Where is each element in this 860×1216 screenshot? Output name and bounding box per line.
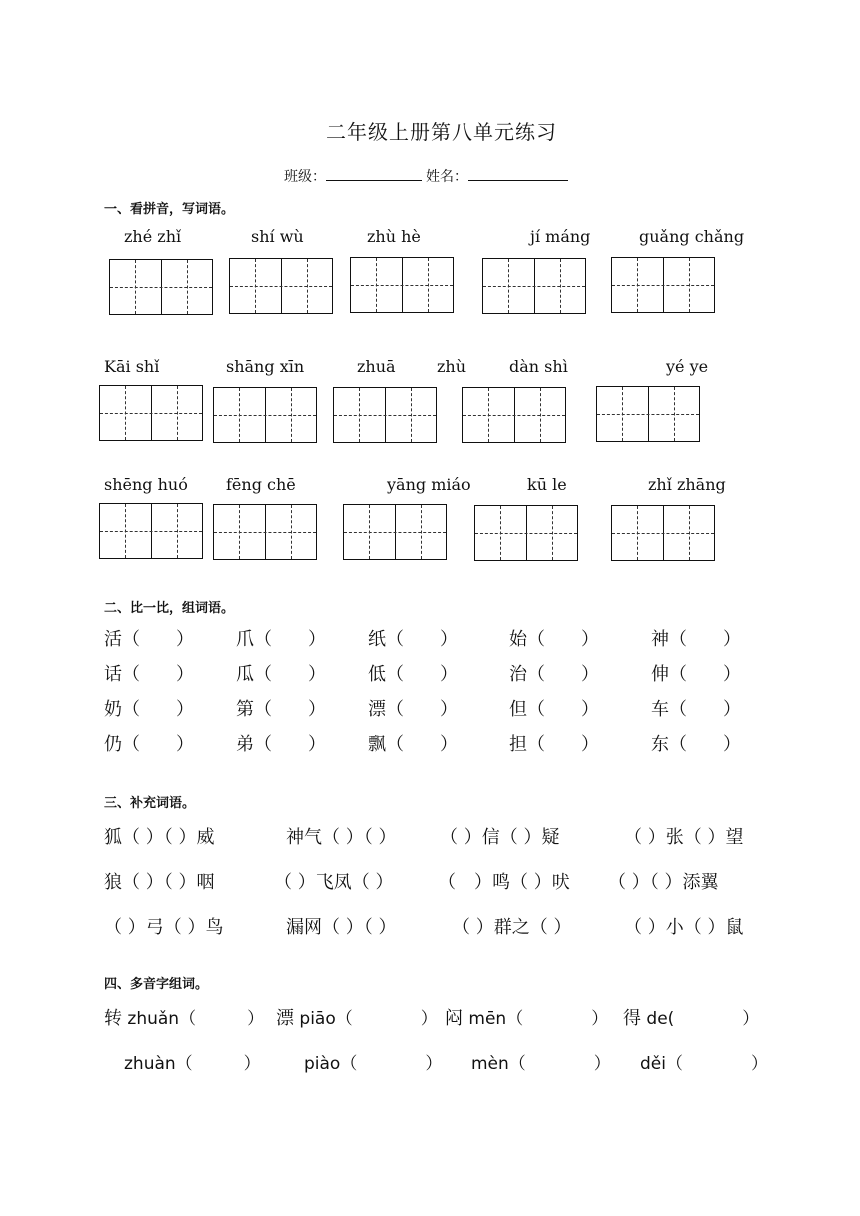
compare-item: 纸（ ） <box>368 629 458 650</box>
pinyin-label: zhǐ zhāng <box>648 475 726 494</box>
tianzige-box[interactable] <box>213 504 317 560</box>
section-1-heading: 一、看拼音，写词语。 <box>104 202 235 217</box>
polyphonic-item <box>471 1049 611 1074</box>
pinyin-label: fēng chē <box>226 475 296 494</box>
pinyin-label: kū le <box>527 475 567 494</box>
compare-item: 始（ ） <box>509 629 599 650</box>
pinyin-label: zhé zhǐ <box>124 227 182 246</box>
poly-pinyin: de( <box>646 1009 675 1029</box>
compare-item: 但（ ） <box>509 699 599 720</box>
section-4-heading: 四、多音字组词。 <box>104 977 209 992</box>
poly-blank[interactable]: （ ） <box>508 1054 611 1074</box>
tianzige-box[interactable] <box>596 386 700 442</box>
idiom-item: 漏网（ ）（ ） <box>286 917 397 938</box>
compare-item: 瓜（ ） <box>236 664 326 685</box>
tianzige-box[interactable] <box>333 387 437 443</box>
poly-pinyin: děi <box>640 1054 666 1074</box>
compare-item: 低（ ） <box>368 664 458 685</box>
compare-item: 飘（ ） <box>368 734 458 755</box>
pinyin-label: zhù <box>437 357 467 376</box>
idiom-item: （ ）群之（ ） <box>452 917 572 938</box>
pinyin-label: yāng miáo <box>387 475 471 494</box>
poly-char: 转 <box>104 1008 122 1029</box>
tianzige-box[interactable] <box>611 505 715 561</box>
section-3-heading: 三、补充词语。 <box>104 796 196 811</box>
poly-blank[interactable]: （ ） <box>340 1054 443 1074</box>
polyphonic-item <box>640 1049 768 1074</box>
idiom-item: （ ）张（ ）望 <box>624 827 744 848</box>
tianzige-box[interactable] <box>343 504 447 560</box>
idiom-item: （ ）鸣（ ）吠 <box>438 872 570 893</box>
tianzige-box[interactable] <box>462 387 566 443</box>
tianzige-box[interactable] <box>350 257 454 313</box>
poly-blank[interactable]: （ ） <box>335 1009 438 1029</box>
compare-item: 担（ ） <box>509 734 599 755</box>
tianzige-box[interactable] <box>482 258 586 314</box>
compare-item: 治（ ） <box>509 664 599 685</box>
compare-item: 话（ ） <box>104 664 194 685</box>
compare-item: 车（ ） <box>651 699 741 720</box>
poly-char: 闷 <box>445 1008 463 1029</box>
tianzige-box[interactable] <box>611 257 715 313</box>
poly-char: 漂 <box>276 1008 294 1029</box>
name-label: 姓名： <box>426 169 468 185</box>
pinyin-label: shēng huó <box>104 475 188 494</box>
student-info-line <box>284 166 572 186</box>
idiom-item: （ ）弓（ ）鸟 <box>104 917 224 938</box>
polyphonic-item <box>445 1004 608 1030</box>
pinyin-label: shāng xīn <box>226 357 305 376</box>
compare-item: 弟（ ） <box>236 734 326 755</box>
idiom-item: 神气（ ）（ ） <box>286 827 397 848</box>
poly-blank[interactable]: （ ） <box>506 1009 609 1029</box>
pinyin-label: zhù hè <box>367 227 421 246</box>
compare-item: 奶（ ） <box>104 699 194 720</box>
compare-item: 神（ ） <box>651 629 741 650</box>
pinyin-label: shí wù <box>251 227 304 246</box>
tianzige-box[interactable] <box>109 259 213 315</box>
class-blank[interactable] <box>326 166 422 181</box>
idiom-item: （ ）（ ）添翼 <box>608 872 719 893</box>
polyphonic-item <box>104 1004 264 1030</box>
tianzige-box[interactable] <box>213 387 317 443</box>
polyphonic-item <box>276 1004 438 1030</box>
poly-pinyin: mēn <box>468 1009 507 1029</box>
tianzige-box[interactable] <box>229 258 333 314</box>
pinyin-label: zhuā <box>357 357 396 376</box>
compare-item: 活（ ） <box>104 629 194 650</box>
poly-char: 得 <box>623 1008 641 1029</box>
class-label: 班级： <box>284 169 326 185</box>
polyphonic-item <box>623 1004 759 1030</box>
poly-blank[interactable]: （ ） <box>175 1054 261 1074</box>
idiom-item: 狐（ ）（ ）威 <box>104 827 215 848</box>
compare-item: 爪（ ） <box>236 629 326 650</box>
poly-pinyin: zhuàn <box>124 1054 176 1074</box>
poly-blank[interactable]: （ ） <box>665 1054 768 1074</box>
compare-item: 伸（ ） <box>651 664 741 685</box>
pinyin-label: jí máng <box>530 227 591 246</box>
tianzige-box[interactable] <box>474 505 578 561</box>
idiom-item: （ ）小（ ）鼠 <box>624 917 744 938</box>
pinyin-label: dàn shì <box>509 357 568 376</box>
poly-blank[interactable]: ） <box>674 1009 760 1029</box>
idiom-item: （ ）飞凤（ ） <box>274 872 394 893</box>
tianzige-box[interactable] <box>99 503 203 559</box>
polyphonic-item <box>124 1049 261 1074</box>
poly-pinyin: piāo <box>299 1009 336 1029</box>
compare-item: 仍（ ） <box>104 734 194 755</box>
pinyin-label: Kāi shǐ <box>104 357 160 376</box>
name-blank[interactable] <box>468 166 568 181</box>
compare-item: 漂（ ） <box>368 699 458 720</box>
poly-pinyin: zhuǎn <box>127 1009 180 1029</box>
poly-pinyin: mèn <box>471 1054 509 1074</box>
idiom-item: 狼（ ）（ ）咽 <box>104 872 215 893</box>
polyphonic-item <box>304 1049 442 1074</box>
compare-item: 第（ ） <box>236 699 326 720</box>
tianzige-box[interactable] <box>99 385 203 441</box>
idiom-item: （ ）信（ ）疑 <box>440 827 560 848</box>
poly-pinyin: piào <box>304 1054 341 1074</box>
pinyin-label: guǎng chǎng <box>639 227 745 246</box>
poly-blank[interactable]: （ ） <box>179 1009 265 1029</box>
pinyin-label: yé ye <box>666 357 709 376</box>
section-2-heading: 二、比一比，组词语。 <box>104 601 235 616</box>
page-title: 二年级上册第八单元练习 <box>326 120 557 144</box>
compare-item: 东（ ） <box>651 734 741 755</box>
